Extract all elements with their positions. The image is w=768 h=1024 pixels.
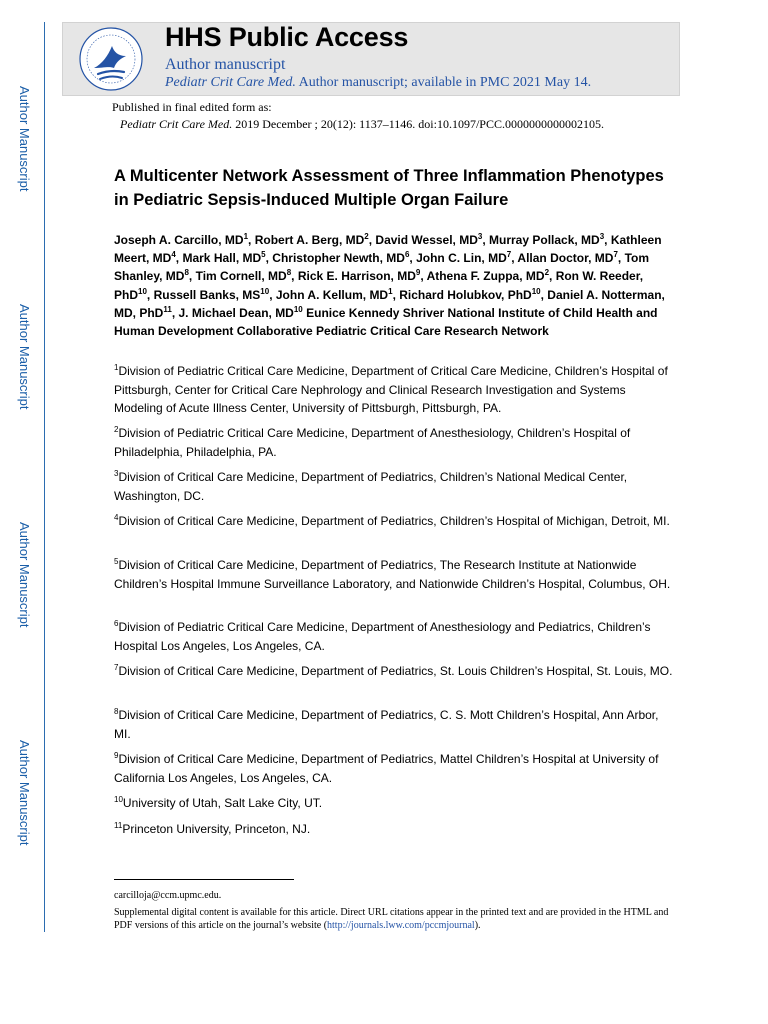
footnote-rule — [114, 879, 294, 880]
affiliation-2 — [114, 424, 674, 461]
affiliation-text: Division of Critical Care Medicine, Department of Pediatrics, The Research Institute at Nationwide Children’s Hospital Immune Surveillance Laboratory, and Nationwide Children’s Hospital, Columbus, OH. — [114, 558, 671, 591]
corresponding-email: carcilloja@ccm.upmc.edu. — [114, 890, 222, 901]
affiliation-5 — [114, 556, 674, 593]
hhs-title: HHS Public Access — [165, 22, 409, 52]
affiliation-number: 5 — [114, 557, 119, 566]
author-affiliation-number: 7 — [613, 250, 618, 260]
affiliation-6 — [114, 618, 674, 655]
affiliation-number: 1 — [114, 363, 119, 372]
affiliation-1 — [114, 362, 674, 418]
affiliation-number: 6 — [114, 619, 119, 628]
affiliation-number: 4 — [114, 513, 119, 522]
affiliation-10 — [114, 794, 674, 813]
author-name: Robert A. Berg, MD — [254, 233, 365, 247]
hhs-eagle-logo — [78, 26, 144, 92]
pmc-availability — [165, 75, 591, 91]
author-name: Tim Cornell, MD — [195, 269, 287, 284]
author-name: Mark Hall, MD — [182, 251, 262, 266]
side-rule — [44, 22, 45, 932]
affiliation-text: Division of Critical Care Medicine, Department of Pediatrics, St. Louis Children’s Hospital, St. Louis, MO. — [118, 664, 673, 678]
article-title: A Multicenter Network Assessment of Three Inflammation Phenotypes in Pediatric Sepsis-Induced Multiple Organ Failure — [114, 167, 664, 209]
author-affiliation-number: 4 — [171, 250, 176, 260]
author-affiliation-number: 3 — [477, 232, 483, 241]
author-name: Rick E. Harrison, MD — [297, 269, 416, 284]
affiliation-number: 3 — [114, 469, 119, 478]
author-affiliation-number: 10 — [260, 286, 270, 296]
author-affiliation-number: 2 — [364, 232, 369, 241]
author-name: Athena F. Zuppa, MD — [426, 269, 545, 284]
author-manuscript-label: Author manuscript — [165, 56, 286, 73]
affiliation-text: Division of Pediatric Critical Care Medicine, Department of Critical Care Medicine, Children’s Hospital of Pittsburgh, Center for Critical Care Nephrology and Clinical Research Investigation and Systems Modeling of Acute Illness Center, University of Pittsburgh, Pittsburgh, PA. — [114, 364, 668, 415]
author-name: David Wessel, MD — [375, 233, 478, 247]
author-name: J. Michael Dean, MD — [178, 305, 294, 320]
affiliation-number: 2 — [114, 425, 119, 434]
author-affiliation-number: 7 — [506, 250, 512, 260]
affiliation-3 — [114, 468, 674, 505]
author-name: Tom Shanley, MD — [114, 251, 650, 284]
affiliation-number: 7 — [114, 663, 119, 672]
affiliation-text: Division of Critical Care Medicine, Department of Pediatrics, Children’s National Medical Center, Washington, DC. — [114, 470, 628, 503]
affiliation-number: 11 — [114, 821, 123, 830]
affiliation-text: Division of Critical Care Medicine, Department of Pediatrics, C. S. Mott Children’s Hospital, Ann Arbor, MI. — [114, 708, 659, 741]
author-name: Richard Holubkov, PhD — [399, 287, 532, 302]
author-affiliation-number: 8 — [286, 268, 292, 278]
journal-name: Pediatr Crit Care Med. — [165, 75, 296, 90]
published-label: Published in final edited form as: — [112, 100, 272, 114]
author-affiliation-number: 6 — [404, 250, 410, 260]
affiliation-text: Division of Critical Care Medicine, Department of Pediatrics, Mattel Children’s Hospital at University of California Los Angeles, Los Angeles, CA. — [114, 752, 659, 785]
author-name: Daniel A. Notterman, MD, PhD — [114, 287, 665, 320]
author-name: Christopher Newth, MD — [272, 251, 405, 266]
affiliation-text: Division of Pediatric Critical Care Medicine, Department of Anesthesiology and Pediatrics, Children’s Hospital Los Angeles, Los Angeles, CA. — [114, 620, 651, 653]
author-affiliation-number: 5 — [261, 250, 266, 260]
supplemental-note: Supplemental digital content is available for this article. Direct URL citations appear in the printed text and are provided in the HTML and PDF versions of this article on the journal’s website (http://journals.lww.com/pccmjournal). — [114, 907, 669, 931]
availability-text: Author manuscript; available in PMC 2021 May 14. — [298, 75, 592, 90]
author-name: Ron W. Reeder, PhD — [114, 269, 644, 302]
author-name: John C. Lin, MD — [416, 251, 507, 266]
author-affiliation-number: 10 — [293, 304, 303, 314]
affiliation-11 — [114, 820, 674, 839]
author-affiliation-number: 3 — [599, 232, 605, 241]
author-name: John A. Kellum, MD — [275, 287, 389, 302]
author-name: Murray Pollack, MD — [489, 233, 600, 247]
affiliation-text: Division of Pediatric Critical Care Medicine, Department of Anesthesiology, Children’s Hospital of Philadelphia, Philadelphia, PA. — [114, 426, 631, 459]
affiliation-text: University of Utah, Salt Lake City, UT. — [122, 796, 323, 810]
author-affiliation-number: 10 — [138, 286, 147, 296]
affiliation-8 — [114, 706, 674, 743]
affiliation-4 — [114, 512, 674, 531]
author-name: Allan Doctor, MD — [517, 251, 614, 266]
affiliation-9 — [114, 750, 674, 787]
author-affiliation-number: 1 — [388, 286, 393, 296]
author-name: Eunice Kennedy Shriver National Institute of Child Health and Human Development Collaborative Pediatric Critical Care Research Network — [114, 305, 658, 339]
author-affiliation-number: 2 — [544, 268, 550, 278]
author-name: Kathleen Meert, MD — [114, 233, 662, 266]
affiliation-text: Princeton University, Princeton, NJ. — [122, 822, 311, 836]
author-name: Joseph A. Carcillo, MD — [114, 233, 244, 247]
author-affiliation-number: 8 — [184, 268, 189, 278]
affiliation-number: 8 — [114, 707, 119, 716]
author-affiliation-number: 10 — [531, 286, 541, 296]
affiliation-number: 9 — [114, 751, 119, 760]
author-affiliation-number: 11 — [163, 304, 172, 314]
citation-details: 2019 December ; 20(12): 1137–1146. doi:10.1097/PCC.0000000000002105. — [235, 117, 604, 131]
author-list: Joseph A. Carcillo, $MD^1$, Robert A. Berg, $MD^2$, David Wessel, $MD^3$, Murray Pollack, $MD^3$, Kathleen Meert, $MD^4$, Mark Hall, $MD^5$, Christopher Newth, $MD^6$, John C. Lin, $MD^7$, Allan Doctor, $MD^7$, Tom Shanley, $MD^8$, Tim Cornell, $MD^8$, Rick E. Harrison, $MD^9$, Athena F. Zuppa, $MD^2$, Ron W. Reeder, PhD$^{10}$, Russell Banks, MS$^{10}$, John A. Kellum, $MD^1$, Richard Holubkov, PhD$^{10}$, Daniel A. Notterman, MD, PhD$^{11}$, J. Michael Dean, MD$^{10}$ Eunice Kennedy Shriver National Institute of Child Health and Human Development Collaborative Pediatric Critical Care Research Network — [114, 232, 665, 339]
published-citation — [120, 117, 604, 132]
journal-website-link[interactable]: http://journals.lww.com/pccmjournal — [327, 920, 475, 931]
affiliation-7 — [114, 662, 674, 681]
affiliation-text: Division of Critical Care Medicine, Department of Pediatrics, Children’s Hospital of Michigan, Detroit, MI. — [118, 514, 670, 528]
author-affiliation-number: 1 — [243, 232, 249, 241]
affiliation-number: 10 — [114, 795, 123, 804]
published-journal: Pediatr Crit Care Med. — [120, 117, 233, 131]
author-affiliation-number: 9 — [415, 268, 421, 278]
author-name: Russell Banks, MS — [153, 287, 261, 302]
